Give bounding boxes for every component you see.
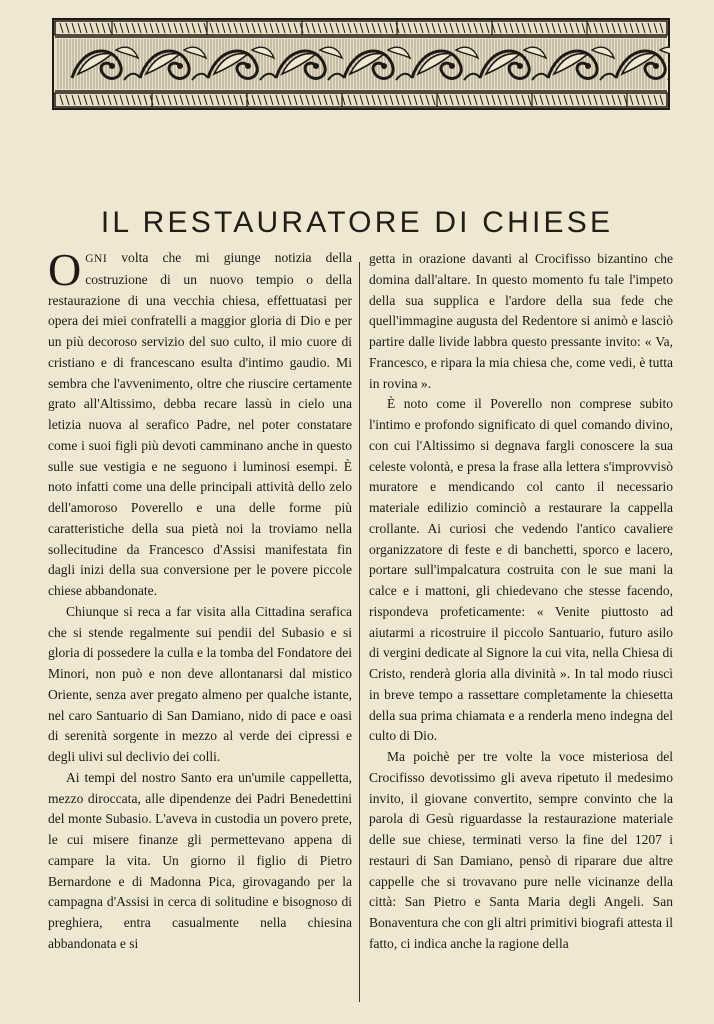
paragraph-4: È noto come il Poverello non comprese subito l'intimo e profondo significato di quel comando divino, con cui l'Altissimo si degnava fargli conoscere la sua celeste volontà, e presa la frase alla lettera s'improvvisò muratore e mendicando col canto il necessario materiale edilizio cominciò a restaurare la cappella crollante. Ai curiosi che vedendo l'antico cavaliere organizzatore di feste e di banchetti, sporco e lacero, portare sull'impalcatura costruita con le sue mani la calce e i mattoni, gli chiedevano che stesse facendo, rispondeva profeticamente: « Venite piuttosto ad aiutarmi a ricostruire il piccolo Santuario, futuro asilo di vergini dedicate al Signore la cui vita, nella Chiesa di Cristo, renderà gloria alla divinità ». In tal modo riuscì in breve tempo a rassettare completamente la chiesetta della sua prima chiamata e a renderla meno indegna del culto di Dio. bbox=[369, 396, 673, 744]
acanthus-scroll-icon bbox=[52, 18, 670, 110]
page-title: IL RESTAURATORE DI CHIESE bbox=[100, 206, 614, 240]
paragraph-1 bbox=[48, 248, 352, 602]
right-column bbox=[369, 249, 673, 1009]
column-divider bbox=[359, 262, 360, 1002]
decorative-frieze bbox=[52, 18, 670, 110]
left-column bbox=[48, 248, 352, 1008]
first-word-rest: GNI bbox=[85, 253, 108, 265]
paragraph-3: Ai tempi del nostro Santo era un'umile cappelletta, mezzo diroccata, alle dipendenze dei Padri Benedettini del monte Subasio. L'aveva in custodia un povero prete, le cui misere finanze gli permettevano appena di campare la vita. Un giorno il figlio di Pietro Bernardone e di Madonna Pica, girovagando per la campagna d'Assisi in cerca di solitudine e bisognoso di preghiera, entra casualmente nella chiesina abbandonata e si bbox=[48, 769, 352, 951]
paragraph-1-text: volta che mi giunge notizia della costruzione di un nuovo tempio o della restaurazione di una vecchia chiesa, effettuatasi per opera dei miei confratelli a maggior gloria di Dio e per un più decoroso servizio del suo culto, il mio cuore di cristiano e di francescano esulta d'intimo gaudio. Mi sembra che l'avvenimento, oltre che riuscire certamente grato all'Altissimo, debba recare lassù in cielo una letizia nuova al serafico Padre, nel poter constatare come i suoi figli più devoti camminano anche in questo sulle sue vestigia e ne seguono i luminosi esempi. È noto infatti come una delle principali attività dello zelo dell'amoroso Poverello e una delle forme più caratteristiche della sua pietà noi la troviamo nella sollecitudine da Francesco d'Assisi manifestata fin dagli inizi della sua conversione per le povere piccole chiese abbandonate. bbox=[48, 250, 352, 598]
paragraph-continued: getta in orazione davanti al Crocifisso bizantino che domina dall'altare. In questo momento fu tale l'impeto della sua supplica e l'ardore della sua fede che quell'immagine augusta del Redentore si animò e lasciò partire dalle livide labbra questo pressante invito: « Va, Francesco, e ripara la mia chiesa che, come vedi, è tutta in rovina ». bbox=[369, 251, 673, 391]
drop-cap: O bbox=[48, 248, 82, 295]
paragraph-2: Chiunque si reca a far visita alla Cittadina serafica che si stende regalmente sui pendii del Subasio e si gloria di possedere la culla e la tomba del Fondatore dei Minori, non può e non deve allontanarsi dal mistico Oriente, senza aver pregato almeno per qualche istante, nel caro Santuario di San Damiano, nido di pace e oasi di serenità sorgente in mezzo al verde dei cipressi e degli ulivi sul declivio dei colli. bbox=[48, 603, 352, 764]
paragraph-5: Ma poichè per tre volte la voce misteriosa del Crocifisso devotissimo gli aveva ripetuto il medesimo invito, il giovane convertito, sempre convinto che la parola di Gesù riguardasse la restaurazione materiale delle sue chiese, terminati verso la fine del 1207 i restauri di San Damiano, pensò di riparare due altre cappelle che si trovavano pure nelle vicinanze della città: San Pietro e Santa Maria degli Angeli. San Bonaventura che con gli altri primitivi biografi attesta il fatto, ci indica anche la ragione della bbox=[369, 749, 673, 951]
